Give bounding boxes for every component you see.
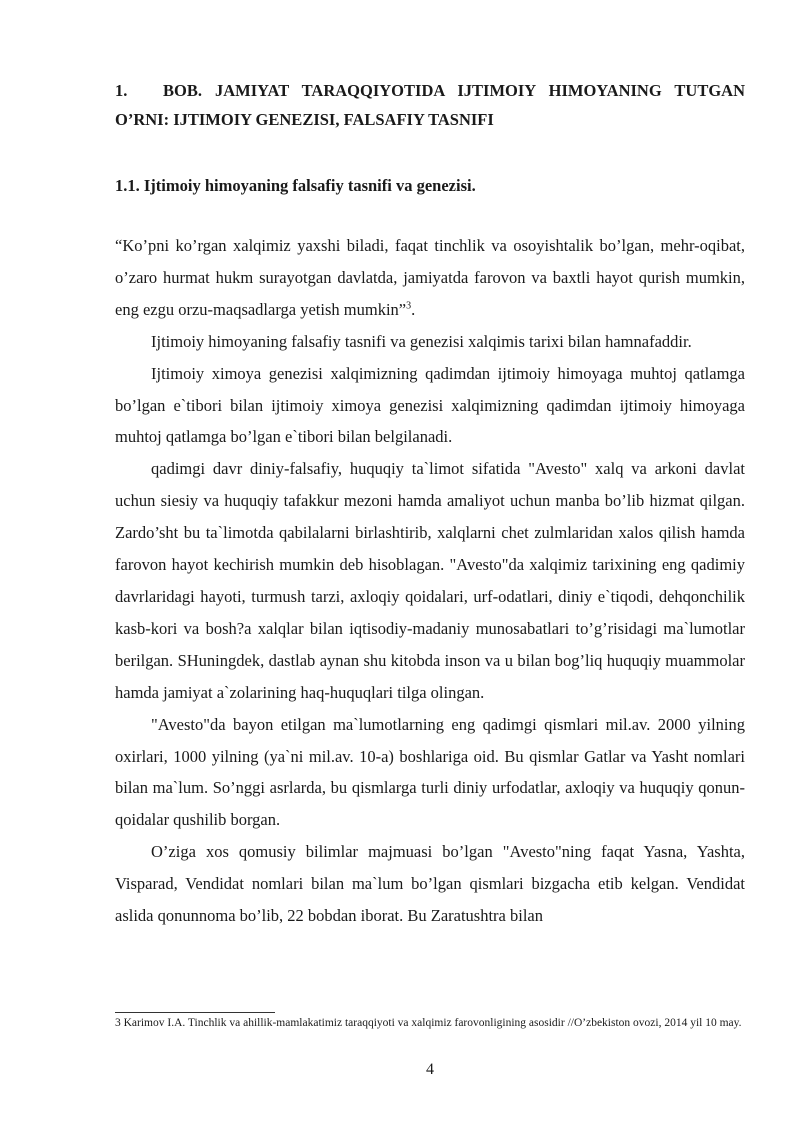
paragraph: "Avesto"da bayon etilgan ma`lumotlarning eng qadimgi qismlari mil.av. 2000 yilning oxirlari, 1000 yilning (ya`ni mil.av. 10-a) boshlariga oid. Bu qismlar Gatlar va Yasht nomlari bilan ma`lum. So’nggi asrlarda, bu qismlarga turli diniy urfodatlar, axloqiy va huquqiy qonun-qoidalar qushilib borgan. bbox=[115, 714, 745, 830]
body-text bbox=[115, 230, 745, 932]
quote-end: . bbox=[411, 299, 416, 319]
paragraph: qadimgi davr diniy-falsafiy, huquqiy ta`limot sifatida "Avesto" xalq va arkoni davlat uchun siesiy va huquqiy tafakkur mezoni hamda amaliyot uchun manba bo’lib hizmat qilgan. Zardo’sht bu ta`limotda qabilalarni birlashtirib, xalqlarni chet zulmlaridan xalos qilish hamda farovon hayot kechirish mumkin deb hisoblagan. "Avesto"da xalqimiz tarixining eng qadimiy davrlaridagi hayoti, turmush tarzi, axloqiy qoidalari, urf-odatlari, diniy e`tiqodi, dehqonchilik kasb-kori va bosh?a xalqlar bilan iqtisodiy-madaniy munosabatlari to’g’risidagi ma`lumotlar berilgan. SHuningdek, dastlab aynan shu kitobda inson va u bilan bog’liq huquqiy muammolar hamda jamiyat a`zolarining haq-huquqlari tilga olingan. bbox=[115, 459, 745, 702]
page-number: 4 bbox=[426, 1061, 434, 1078]
chapter-title-text: BOB. JAMIYAT TARAQQIYOTIDA IJTIMOIY HIMOYANING TUTGAN O’RNI: IJTIMOIY GENEZISI, FALSAFIY TASNIFI bbox=[115, 81, 745, 129]
footnote-divider bbox=[115, 1012, 275, 1013]
paragraph: Ijtimoiy ximoya genezisi xalqimizning qadimdan ijtimoiy himoyaga muhtoj qatlamga bo’lgan e`tibori bilan ijtimoiy ximoya genezisi xalqimizning qadimdan ijtimoiy himoyaga muhtoj qatlamga bo’lgan e`tibori bilan belgilanadi. bbox=[115, 363, 745, 447]
quote-text: “Ko’pni ko’rgan xalqimiz yaxshi biladi, faqat tinchlik va osoyishtalik bo’lgan, mehr-oqibat, o’zaro hurmat hukm surayotgan davlatda, jamiyatda farovon va baxtli hayot qurish mumkin, eng ezgu orzu-maqsadlarga yetish mumkin” bbox=[115, 236, 745, 319]
section-title: 1.1. Ijtimoiy himoyaning falsafiy tasnifi va genezisi. bbox=[115, 176, 476, 195]
paragraph: Ijtimoiy himoyaning falsafiy tasnifi va genezisi xalqimis tarixi bilan hamnafaddir. bbox=[151, 331, 692, 351]
quote-paragraph bbox=[115, 230, 745, 326]
chapter-title bbox=[115, 76, 745, 134]
chapter-number: 1. bbox=[115, 81, 128, 100]
footnote-ref[interactable]: 3 bbox=[406, 300, 412, 312]
paragraph: O’ziga xos qomusiy bilimlar majmuasi bo’lgan "Avesto"ning faqat Yasna, Yashta, Visparad, Vendidat nomlari bilan ma`lum bo’lgan qismlari bizgacha etib kelgan. Vendidat aslida qonunnoma bo’lib, 22 bobdan iborat. Bu Zaratushtra bilan bbox=[115, 842, 745, 926]
footnote: 3 Karimov I.A. Tinchlik va ahillik-mamlakatimiz taraqqiyoti va xalqimiz farovonligining asosidir //O’zbekiston ovozi, 2014 yil 10 may. bbox=[115, 1017, 742, 1029]
